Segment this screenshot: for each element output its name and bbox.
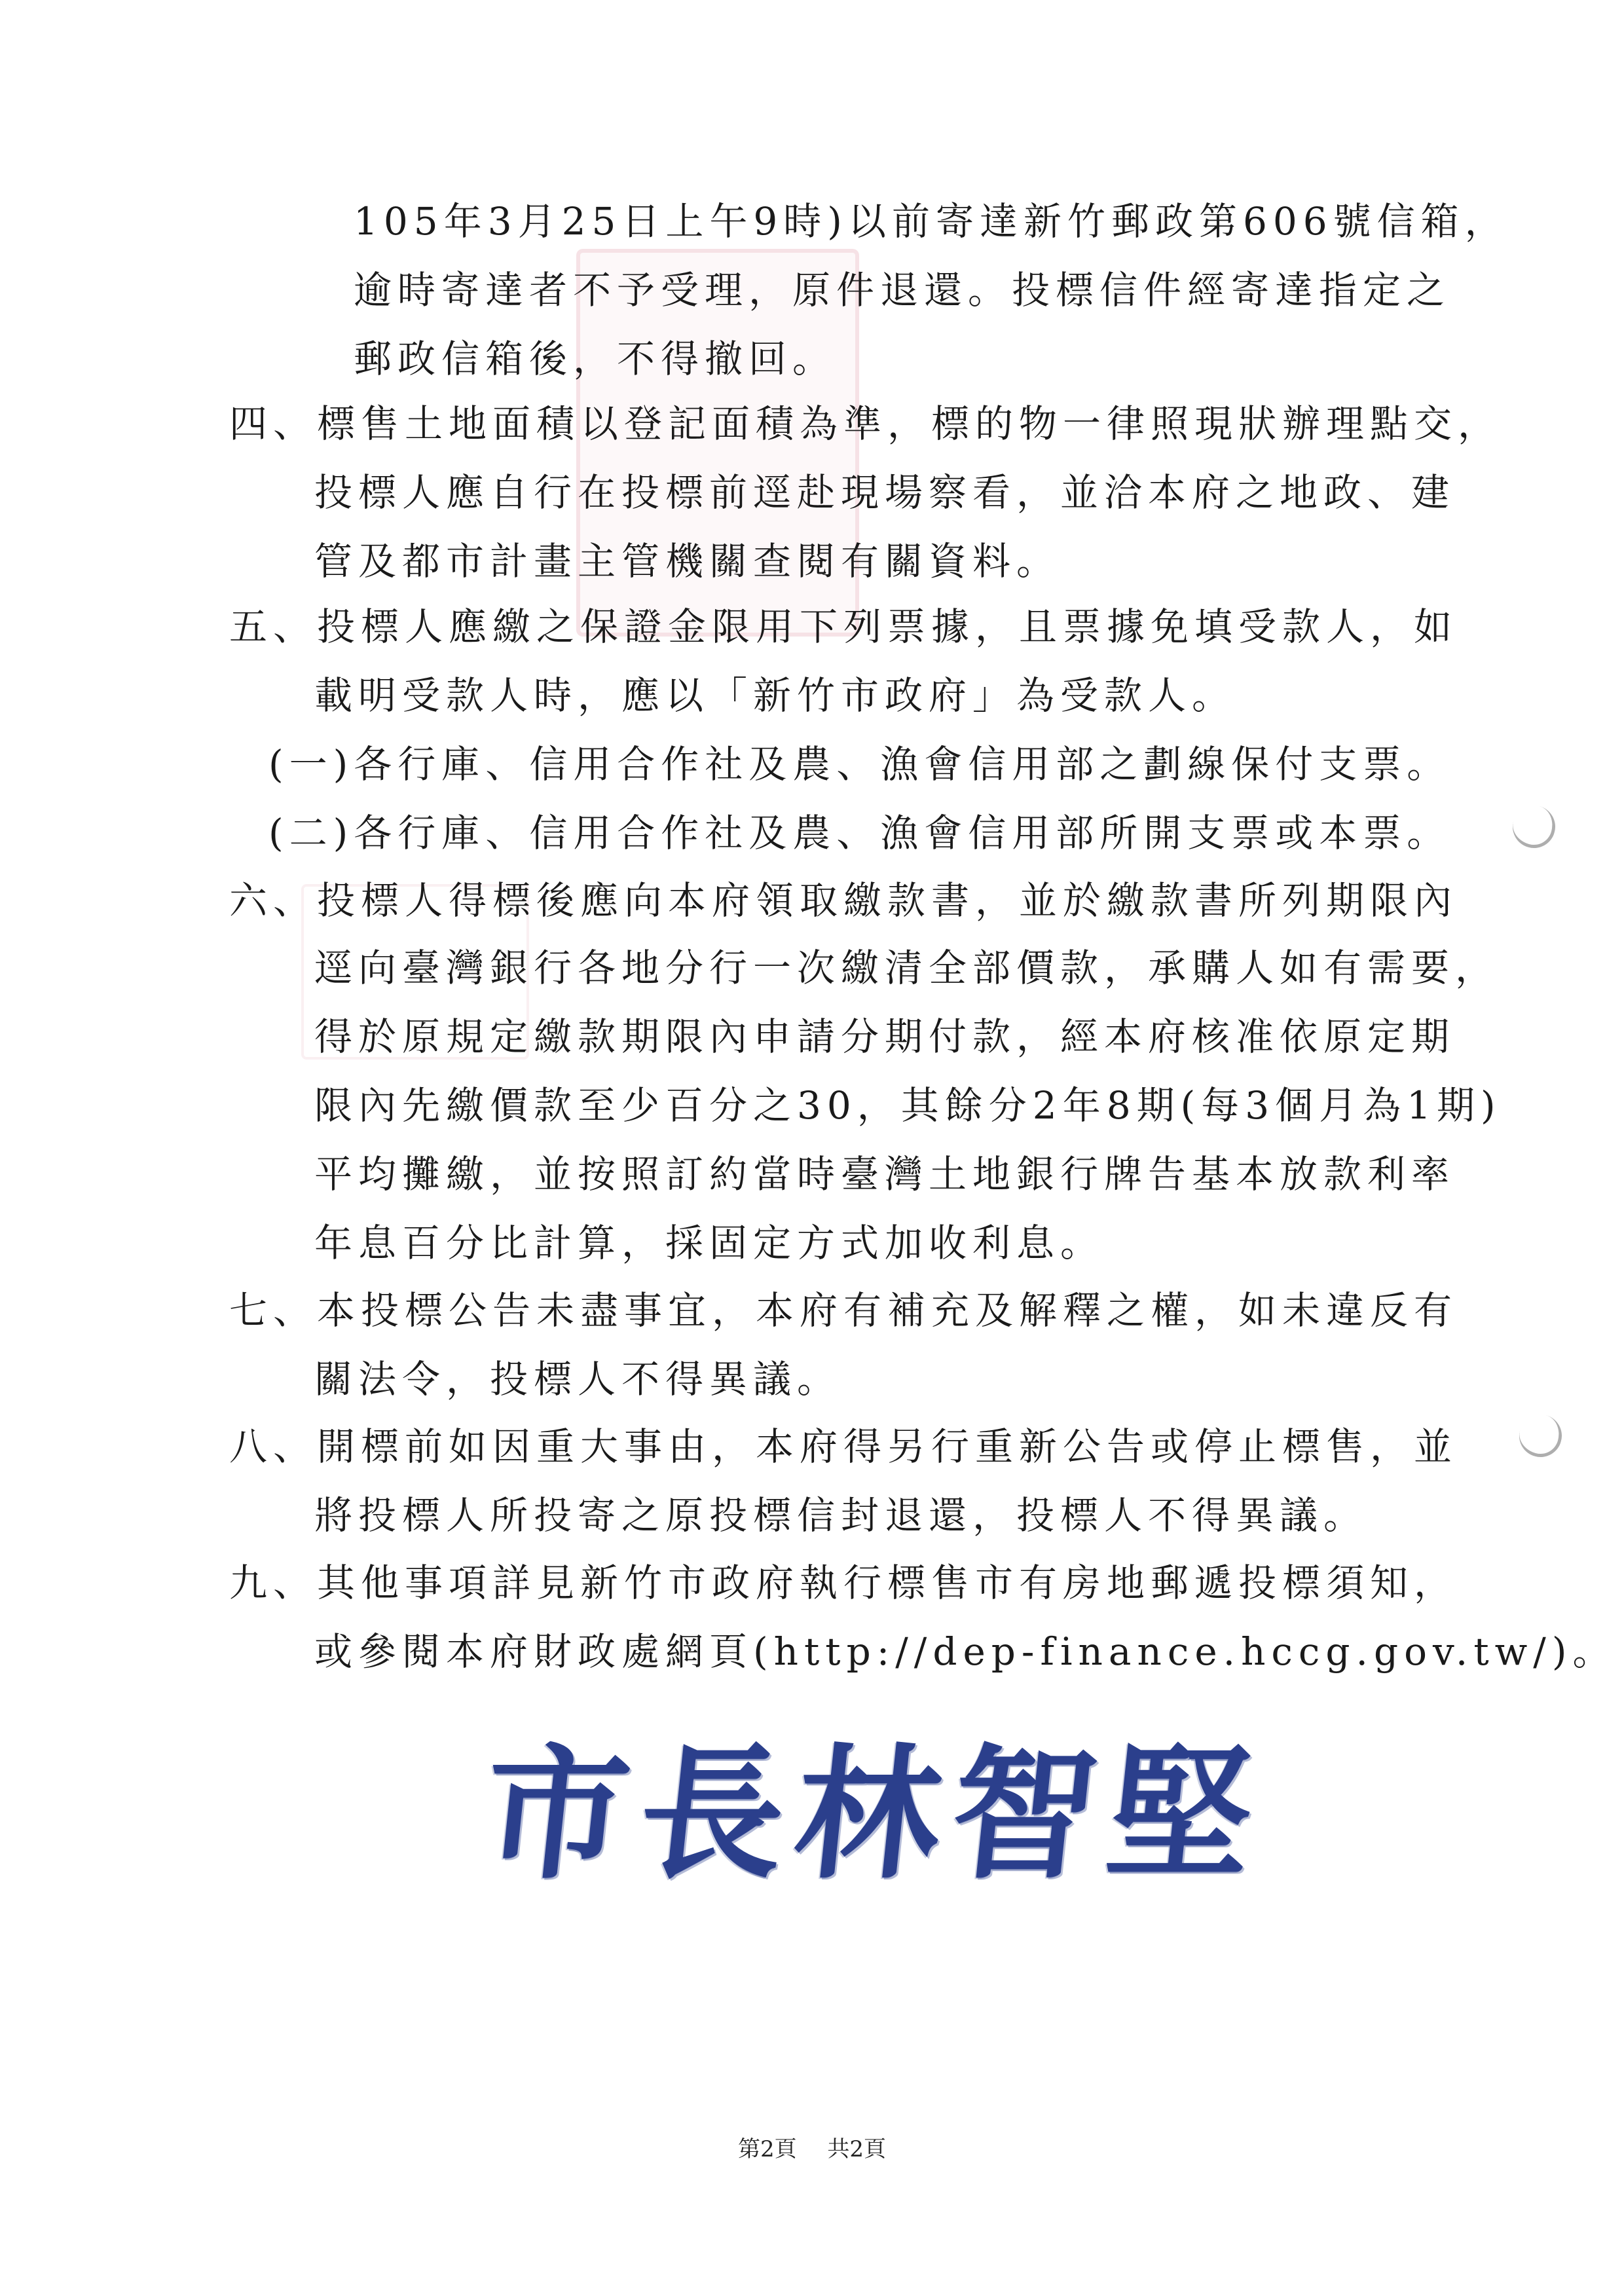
clause-four-line: 四、標售土地面積以登記面積為準，標的物一律照現狀辦理點交，	[229, 401, 1502, 446]
page-total: 共2頁	[827, 2136, 887, 2162]
text-line: 或參閱本府財政處網頁(http://dep-finance.hccg.gov.tw/)。	[314, 1629, 1617, 1674]
text-line: 投標人應自行在投標前逕赴現場察看，並洽本府之地政、建	[314, 470, 1456, 515]
text-line: 逾時寄達者不予受理，原件退還。投標信件經寄達指定之	[354, 268, 1451, 312]
text-line: 郵政信箱後，不得撤回。	[354, 337, 837, 381]
text-line: 管及都市計畫主管機關查閱有關資料。	[314, 539, 1061, 583]
page-number: 第2頁	[737, 2136, 797, 2162]
clause-nine-line: 九、其他事項詳見新竹市政府執行標售市有房地郵遞投標須知，	[229, 1561, 1458, 1605]
sub-item-two: (二)各行庫、信用合作社及農、漁會信用部所開支票或本票。	[268, 811, 1451, 855]
text-line: 載明受款人時，應以「新竹市政府」為受款人。	[314, 673, 1236, 718]
text-line: 逕向臺灣銀行各地分行一次繳清全部價款，承購人如有需要，	[314, 946, 1500, 990]
clause-seven-line: 七、本投標公告未盡事宜，本府有補充及解釋之權，如未違反有	[229, 1288, 1458, 1333]
clause-eight-line: 八、開標前如因重大事由，本府得另行重新公告或停止標售，並	[229, 1424, 1458, 1469]
text-line: 105年3月25日上午9時)以前寄達新竹郵政第606號信箱，	[354, 199, 1509, 244]
sub-item-one: (一)各行庫、信用合作社及農、漁會信用部之劃線保付支票。	[268, 742, 1451, 786]
clause-six-line: 六、投標人得標後應向本府領取繳款書，並於繳款書所列期限內	[229, 878, 1458, 923]
punch-hole-mark	[1508, 801, 1560, 853]
text-line: 關法令，投標人不得異議。	[314, 1357, 841, 1401]
page-footer	[0, 2135, 1624, 2164]
text-line: 得於原規定繳款期限內申請分期付款，經本府核准依原定期	[314, 1014, 1456, 1059]
clause-five-line: 五、投標人應繳之保證金限用下列票據，且票據免填受款人，如	[229, 604, 1458, 649]
text-line: 限內先繳價款至少百分之30，其餘分2年8期(每3個月為1期)	[314, 1083, 1502, 1128]
punch-hole-mark	[1515, 1410, 1567, 1462]
text-line: 平均攤繳，並按照訂約當時臺灣土地銀行牌告基本放款利率	[314, 1152, 1456, 1196]
mayor-signature-seal: 市長林智堅	[475, 1729, 1273, 1898]
text-line: 將投標人所投寄之原投標信封退還，投標人不得異議。	[314, 1493, 1368, 1538]
text-line: 年息百分比計算，採固定方式加收利息。	[314, 1221, 1105, 1265]
